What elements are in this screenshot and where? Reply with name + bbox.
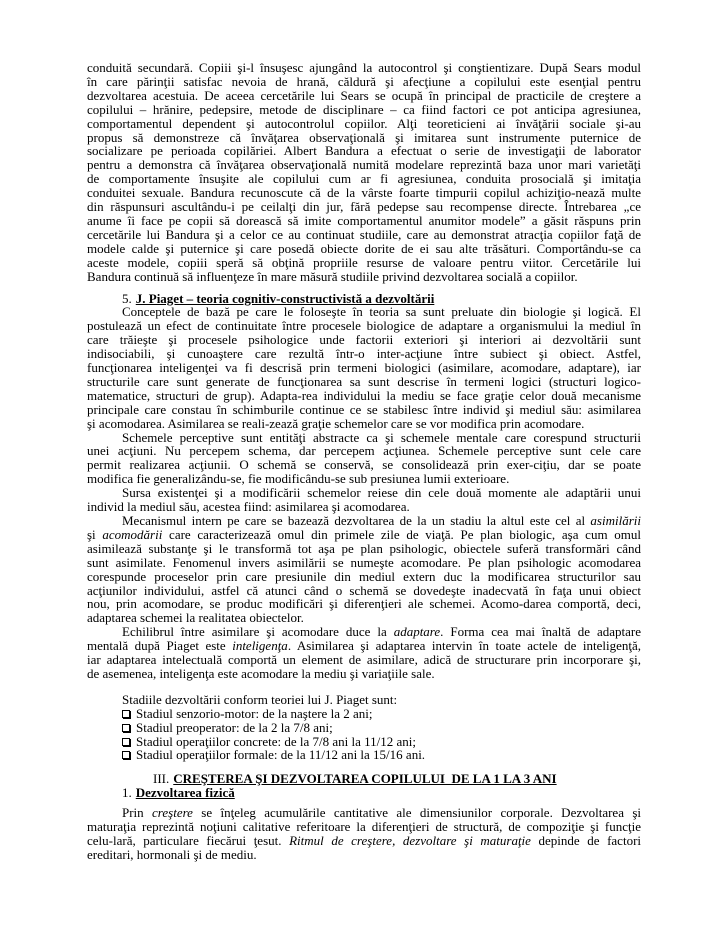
text-run: Echilibrul între asimilare şi acomodare duce la — [122, 624, 394, 640]
shadowed-square-icon — [122, 738, 130, 746]
text-run: care caracterizează omul din primele zile de viaţă. Pe plan biologic, aşa cum omul — [162, 526, 641, 542]
text-line: nou, prin acomodare, se produc modificări şi diferenţieri ale schemei. Acomo-darea comportă, deci, — [87, 596, 641, 612]
text-line: adaptarea schemei la realitatea obiectelor. — [87, 610, 304, 626]
text-line: copilului – hrănire, pedepsire, metode de disciplinare – ca fiind factori ce pot anticipa agresiunea, — [87, 101, 641, 117]
text-line: sunt asimilate. Fenomenul invers asimilării se numeşte acomodare. Pe plan psihologic acomodarea — [87, 554, 641, 570]
text-run: . Asimilarea şi adaptarea intervin în toate actele de inteligenţă, — [287, 638, 642, 654]
text-line: postulează un efect de continuitate între procesele biologice de adaptare a organismului la mediul în — [87, 318, 641, 334]
text-line: conduită secundară. Copiii şi-l însuşesc ajungând la autocontrol şi conştientizare. După Sears modul — [87, 60, 641, 75]
list-item — [87, 735, 641, 749]
italic-term: asimilării — [590, 513, 641, 528]
text-line: dezvoltarea acestuia. De aceea cercetările lui Sears se ocupă în principal de practicile de creştere a — [87, 87, 641, 103]
text-line: Bandura continuă să influenţeze în mare măsură studiile privind dezvoltarea socială a copiilor. — [87, 268, 578, 284]
text-line: aceste modele, copiii speră să obţină propriile resurse de valoare pentru viitor. Cercetările lui — [87, 254, 641, 270]
text-line: de asemenea, inteligenţa este acomodare la mediu şi variaţiile sale. — [87, 665, 435, 681]
text-line: principale care constau în schimburile continue ce se stabilesc între individ şi mediul său: asimilarea — [87, 401, 641, 417]
chapter-heading — [87, 772, 641, 786]
text-line — [87, 806, 641, 820]
text-line: din răspunsuri ascultându-i pe ceilalţi din jur, fără pedepse sau recompense directe. Întrebarea „ce — [87, 199, 641, 215]
shadowed-square-icon — [122, 710, 130, 718]
list-item — [87, 721, 641, 735]
document-body — [87, 61, 641, 862]
text-run: . Forma cea mai înaltă de adaptare — [440, 624, 641, 640]
text-line: ereditari, hormonali şi de mediu. — [87, 846, 257, 862]
text-run: celu-lară, particulare fiecărui ţesut. — [87, 832, 290, 848]
list-item — [87, 748, 641, 762]
text-line: cercetările lui Bandura şi a celor ce au continuat studiile, care au demonstrat atracţia copiilor faţă de — [87, 226, 641, 242]
text-line: maturaţia reprezintă noţiuni calitative referitoare la diferenţieri de structură, de compoziţie şi funcţie — [87, 819, 641, 835]
text-line: indisociabili, şi cunoaştere care rezultă într-o inter-acţiune între subiect şi obiect. Astfel, — [87, 346, 641, 362]
stage-text: Stadiul operaţiilor formale: de la 11/12 ani la 15/16 ani. — [136, 747, 426, 763]
section-number: 5. — [122, 290, 132, 306]
text-line — [87, 834, 641, 848]
text-run: depinde de factori — [530, 832, 642, 848]
italic-term: acomodării — [102, 526, 163, 542]
section-heading-piaget — [87, 292, 641, 306]
text-line — [87, 514, 641, 528]
text-line: asimilează substanţe şi le transformă tot aşa pe plan psihologic, obiectele suferă transformări când — [87, 540, 641, 556]
stages-intro: Stadiile dezvoltării conform teoriei lui J. Piaget sunt: — [122, 691, 398, 707]
list-item — [87, 707, 641, 721]
stages-list — [87, 693, 641, 762]
paragraph-equilibrium — [87, 625, 641, 681]
text-line: iar adaptarea intelectuală comportă un element de asimilare, adică de structurare prin incorporare şi, — [87, 652, 641, 668]
text-line: structurile care sunt generate de funcţionarea sa sunt descrise în termeni logici (structuri logico- — [87, 373, 641, 389]
text-line: anume îi face pe copii să dorească să imite comportamentul anumitor modele” a găsit răspuns prin — [87, 212, 641, 228]
text-line: modifica fie generalizându-se, fie modificându-se sub presiunea lumii exterioare. — [87, 471, 510, 487]
subsection-heading — [87, 786, 641, 800]
stage-text: Stadiul operaţiilor concrete: de la 7/8 ani la 11/12 ani; — [136, 733, 417, 749]
subsection-title: Dezvoltarea fizică — [135, 785, 235, 801]
paragraph-source — [87, 486, 641, 514]
text-line: matematice, structuri de grup). Adapta-rea individului la mediu se face graţie celor două mecanisme — [87, 387, 641, 403]
text-line: individ la mediul său, acestea fiind: asimilarea şi acomodarea. — [87, 499, 410, 515]
text-line: de comportamente însuşite ale copilului cum ar fi agresiunea, conduita prosocială şi imitaţia — [87, 171, 641, 187]
text-line: pentru a demonstra că învăţarea observaţională numită modelare reprezintă baza unor mari varietăţi — [87, 157, 641, 173]
text-line: propus să demonstreze că învăţarea observaţională şi imitarea sunt instrumente puternice de — [87, 129, 641, 145]
paragraph-social-learning — [87, 61, 641, 284]
paragraph-schemes — [87, 431, 641, 487]
paragraph-growth — [87, 806, 641, 862]
italic-term: Ritmul de creştere, dezvoltare şi maturaţie — [289, 832, 531, 848]
paragraph-mechanism — [87, 514, 641, 625]
shadowed-square-icon — [122, 751, 130, 759]
text-line: modele calde şi puternice şi care posedă obiecte dorite de ei sau alte trăsături. Comportându-se ca — [87, 240, 641, 256]
text-line: Conceptele de bază pe care le foloseşte în teoria sa sunt preluate din biologie şi logică. El — [122, 304, 641, 320]
section-title: J. Piaget – teoria cognitiv-constructivistă a dezvoltării — [135, 290, 435, 306]
text-run: mentală după Piaget este — [87, 638, 233, 654]
text-line: corespunde proceselor prin care presiunile din mediul extern duc la modificarea structurilor sau — [87, 568, 641, 584]
paragraph-concepts — [87, 305, 641, 430]
text-line: funcţionarea inteligenţei va fi descrisă prin termeni biologici (asimilare, acomodare, adaptare), iar — [87, 360, 641, 376]
text-line: care trăieşte şi procesele psihologice unde factorii exteriori şi interiori ai dezvoltării sunt — [87, 332, 641, 348]
italic-term: creştere — [152, 805, 193, 821]
text-run: se înţeleg acumulările cantitative ale dimensiunilor corporale. Dezvoltarea şi — [192, 805, 641, 821]
text-line — [87, 639, 641, 653]
text-line: permit realizarea acţiunii. O schemă se conservă, se consolidează prin exer-ciţiu, dar se poate — [87, 457, 641, 473]
stage-text: Stadiul preoperator: de la 2 la 7/8 ani; — [136, 719, 333, 735]
italic-term: inteligenţa — [232, 638, 288, 654]
text-line: Sursa existenţei şi a modificării schemelor reiese din cele două momente ale adaptării unui — [122, 485, 641, 501]
chapter-title: CREŞTEREA ŞI DEZVOLTAREA COPILULUI DE LA 1 LA 3 ANI — [173, 771, 557, 787]
text-line: comportamentul dependent şi autocontrolul copiilor. Alţi teoreticieni ai învăţării sociale şi-au — [87, 115, 641, 131]
text-line: acţiunilor individului, astfel că atunci când o schemă se dovedeşte inadecvată în faţa unui obiect — [87, 582, 641, 598]
text-run: Prin — [122, 805, 153, 821]
shadowed-square-icon — [122, 724, 130, 732]
text-line: în care părinţii satisfac nevoia de hrană, căldură şi afecţiune a copilului este esenţial pentru — [87, 73, 641, 89]
text-line: unei acţiuni. Nu percepem schema, dar percepem acţiunea. Schemele perceptive sunt cele care — [87, 443, 641, 459]
text-run: Mecanismul intern pe care se bazează dezvoltarea de la un stadiu la altul este cel al — [122, 513, 591, 528]
text-line: socializare pe perioada copilăriei. Albert Bandura a efectuat o serie de investigaţii de laborator — [87, 143, 641, 159]
text-line: şi acomodarea. Asimilarea se reali-zează graţie schemelor care se vor modifica prin acomodare. — [87, 415, 585, 431]
italic-term: adaptare — [393, 624, 441, 640]
stage-text: Stadiul senzorio-motor: de la naştere la 2 ani; — [136, 705, 373, 721]
text-line — [87, 528, 641, 542]
text-run: şi — [87, 526, 103, 542]
subsection-number: 1. — [122, 785, 132, 801]
chapter-number: III. — [153, 771, 170, 787]
text-line: conduitei sexuale. Bandura recunoscute că de la vârste foarte timpurii copilul achiziţio-nează multe — [87, 185, 641, 201]
text-line — [87, 625, 641, 639]
text-line: Schemele perceptive sunt entităţi abstracte ca şi schemele mentale care corespund structurii — [122, 429, 641, 445]
